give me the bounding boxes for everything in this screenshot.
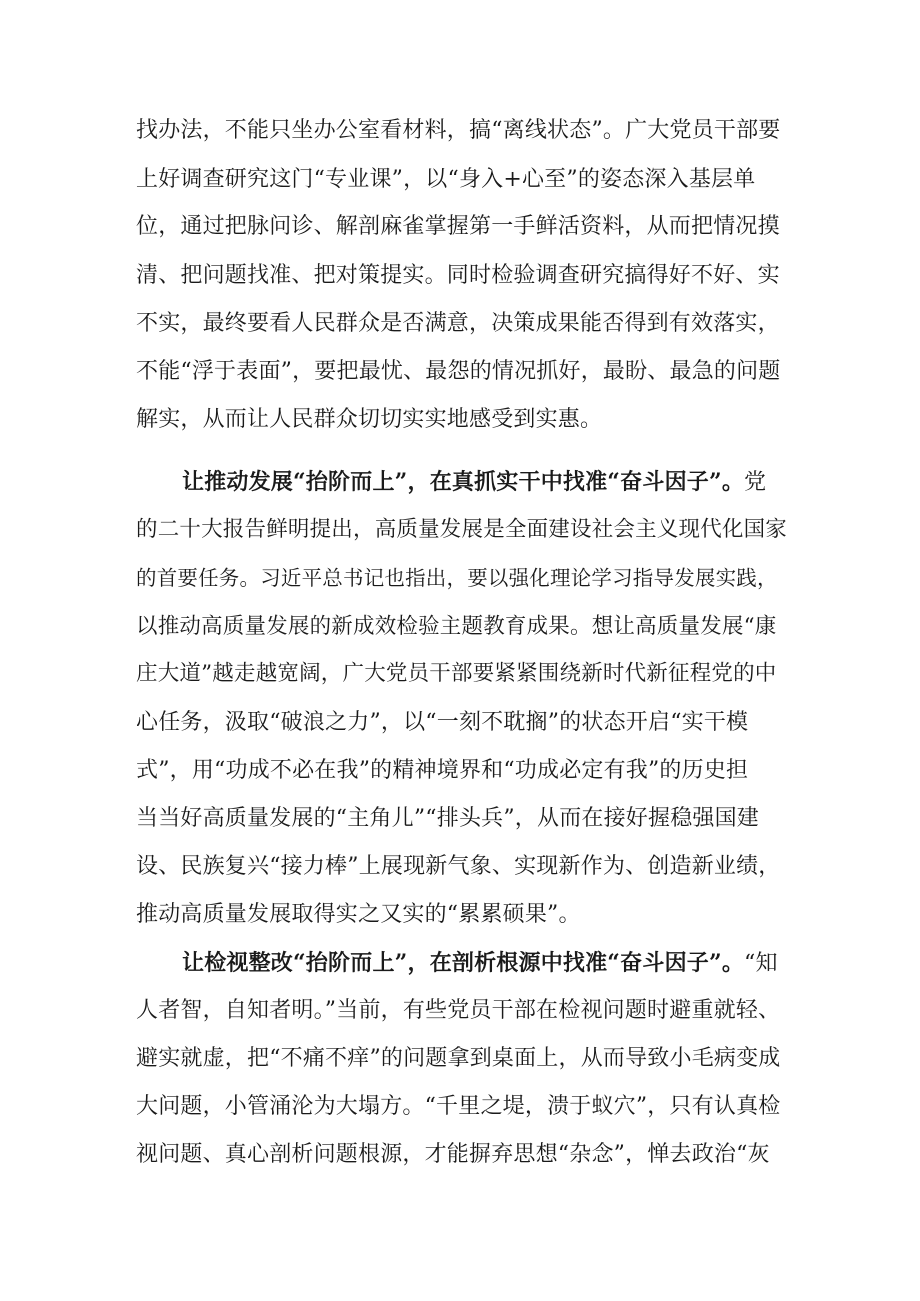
paragraph-2-line-6: 心任务，汲取“破浪之力”，以“一刻不耽搁”的状态开启“实干模 — [136, 710, 749, 735]
paragraph-3-line-3: 避实就虚，把“不痛不痒”的问题拿到桌面上，从而导致小毛病变成 — [136, 1046, 781, 1071]
paragraph-2-line-5: 庄大道”越走越宽阔，广大党员干部要紧紧围绕新时代新征程党的中 — [136, 661, 777, 686]
paragraph-1-line-1: 找办法，不能只坐办公室看材料，搞“离线状态”。广大党员干部要 — [136, 118, 781, 143]
paragraph-2-line-2: 的二十大报告鲜明提出，高质量发展是全面建设社会主义现代化国家 — [136, 517, 788, 542]
paragraph-2-line-8: 当当好高质量发展的“主角儿”“排头兵”，从而在接好握稳强国建 — [136, 806, 759, 831]
paragraph-2-first-rest: 党 — [744, 470, 767, 495]
paragraph-2-line-10: 推动高质量发展取得实之又实的“累累硕果”。 — [136, 902, 581, 927]
paragraph-2-line-9: 设、民族复兴“接力棒”上展现新气象、实现新作为、创造新业绩， — [136, 854, 781, 879]
paragraph-1-line-3: 位，通过把脉问诊、解剖麻雀掌握第一手鲜活资料，从而把情况摸 — [136, 214, 780, 239]
paragraph-2-lead: 让推动发展“抬阶而上”，在真抓实干中找准“奋斗因子”。 — [182, 469, 745, 495]
paragraph-1-line-2: 上好调查研究这门“专业课”，以“身入+心至”的姿态深入基层单 — [136, 167, 756, 192]
paragraph-2-line-7: 式”，用“功成不必在我”的精神境界和“功成必定有我”的历史担 — [136, 758, 749, 783]
paragraph-3-first-line — [182, 943, 778, 983]
paragraph-3-line-4: 大问题，小管涌沦为大塌方。“千里之堤，溃于蚁穴”，只有认真检 — [136, 1094, 781, 1119]
paragraph-1-line-4: 清、把问题找准、把对策提实。同时检验调查研究搞得好不好、实 — [136, 263, 780, 288]
paragraph-3-line-5: 视问题、真心剖析问题根源，才能摒弃思想“杂念”，惮去政治“灰 — [136, 1142, 770, 1167]
paragraph-3-first-rest: “知 — [744, 951, 778, 976]
paragraph-3-line-2: 人者智，自知者明。”当前，有些党员干部在检视问题时避重就轻、 — [136, 998, 781, 1023]
paragraph-2-first-line — [182, 462, 766, 502]
paragraph-1-line-6: 不能“浮于表面”，要把最忧、最怨的情况抓好，最盼、最急的问题 — [136, 359, 781, 384]
paragraph-3-lead: 让检视整改“抬阶而上”，在剖析根源中找准“奋斗因子”。 — [182, 950, 745, 976]
paragraph-1-line-5: 不实，最终要看人民群众是否满意，决策成果能否得到有效落实， — [136, 311, 780, 336]
paragraph-2-line-3: 的首要任务。习近平总书记也指出，要以强化理论学习指导发展实践， — [136, 566, 778, 590]
paragraph-1-line-7: 解实，从而让人民群众切切实实地感受到实惠。 — [136, 407, 603, 432]
paragraph-2-line-4: 以推动高质量发展的新成效检验主题教育成果。想让高质量发展“康 — [136, 614, 777, 639]
